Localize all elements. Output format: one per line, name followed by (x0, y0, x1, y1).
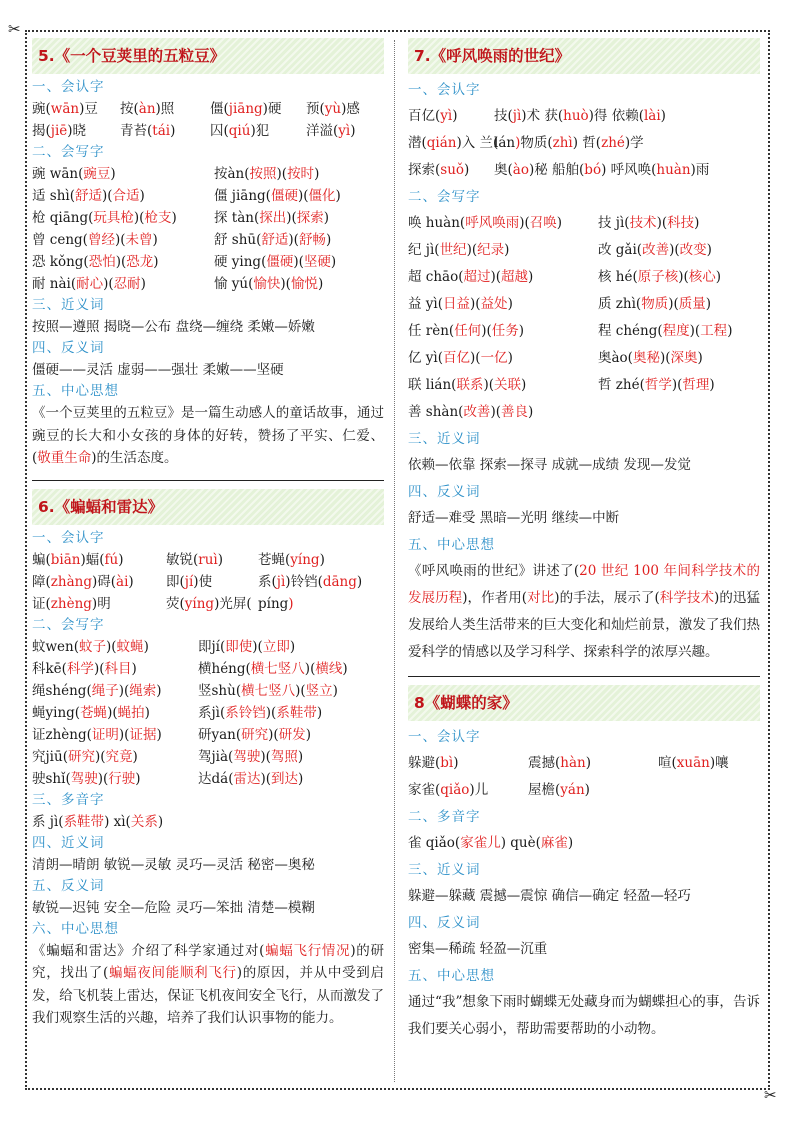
lesson-8 (408, 685, 760, 1043)
section-heading: 三、近义词 (408, 431, 481, 447)
section-heading: 五、中心思想 (408, 537, 495, 553)
character-row-cell: 蝙(biān)蝠(fú) (32, 551, 124, 568)
character-row (408, 750, 760, 777)
character-row-cell (658, 777, 760, 804)
writing-row-cell: 任 rèn(任何)(任务) (408, 323, 525, 339)
writing-row (32, 251, 384, 273)
character-row-cell: píng) (258, 595, 294, 612)
lesson-title: 8《蝴蝶的家》 (408, 685, 760, 721)
character-row-cell: 震撼(hàn) (528, 755, 592, 771)
character-row-cell: 奥(ào)秘 船舶(bó) 呼风唤(huàn)雨 (494, 162, 710, 178)
writing-row-cell: 哲 zhé(哲学)(哲理) (598, 377, 715, 393)
character-row-cell: 敏锐(ruì) (166, 551, 224, 568)
writing-row-cell: 超 chāo(超过)(超越) (408, 269, 534, 285)
writing-row-cell: 研yan(研究)(研发) (198, 726, 311, 743)
antonyms: 僵硬——灵活 虚弱——强壮 柔嫩——坚硬 (32, 362, 284, 378)
scissors-icon: ✂ (764, 1086, 777, 1104)
character-row-cell: 障(zhàng)碍(ài) (32, 573, 134, 590)
section-heading: 三、多音字 (32, 791, 105, 808)
writing-row-cell (598, 399, 760, 426)
character-row (32, 571, 384, 593)
writing-row-cell: 耐 nài(耐心)(忍耐) (32, 276, 146, 292)
writing-row-cell: 奥ào(奥秘)(深奥) (598, 350, 703, 366)
writing-row (32, 163, 384, 185)
writing-row (408, 264, 760, 291)
writing-row (32, 724, 384, 746)
character-row-cell: lán)物质(zhì) 哲(zhé)学 (494, 135, 644, 151)
writing-row-cell: 横héng(横七竖八)(横线) (198, 660, 348, 677)
writing-row-cell: 唤 huàn(呼风唤雨)(召唤) (408, 215, 563, 231)
character-row-cell: 家雀(qiǎo)儿 (408, 782, 489, 798)
writing-row-cell: 纪 jì(世纪)(纪录) (408, 242, 510, 258)
writing-row (32, 680, 384, 702)
synonyms: 躲避—躲藏 震撼—震惊 确信—确定 轻盈—轻巧 (408, 888, 691, 904)
writing-row-cell: 豌 wān(豌豆) (32, 166, 116, 182)
writing-row (32, 658, 384, 680)
writing-row-cell: 愉 yú(愉快)(愉悦) (214, 276, 324, 292)
antonyms: 舒适—难受 黑暗—光明 继续—中断 (408, 510, 620, 526)
writing-row-cell: 系jì(系铃铛)(系鞋带) (198, 704, 323, 721)
writing-row-cell: 驶shǐ(驾驶)(行驶) (32, 770, 141, 787)
writing-row-cell: 改 gǎi(改善)(改变) (598, 242, 712, 258)
character-row (32, 593, 384, 615)
writing-row-cell: 按àn(按照)(按时) (214, 166, 320, 182)
writing-row-cell: 探 tàn(探出)(探索) (214, 210, 330, 226)
writing-row-cell: 适 shì(舒适)(合适) (32, 188, 145, 204)
writing-row (32, 185, 384, 207)
section-heading: 一、会认字 (408, 729, 481, 745)
writing-row-cell: 核 hé(原子核)(核心) (598, 269, 722, 285)
writing-row-cell: 绳shéng(绳子)(绳索) (32, 682, 162, 699)
section-heading: 四、反义词 (408, 915, 481, 931)
section-heading: 一、会认字 (32, 79, 105, 95)
polyphone: 系 jì( 系鞋带 ) xì( 关系 ) (32, 813, 164, 830)
main-idea: 《一个豆荚里的五粒豆》是一篇生动感人的童话故事，通过豌豆的长大和小女孩的身体的好转，赞扬了平实、仁爱、(敬重生命)的生活态度。 (32, 405, 384, 466)
section-heading: 四、反义词 (32, 340, 105, 356)
character-row (32, 120, 384, 142)
writing-row-cell: 僵 jiāng(僵硬)(僵化) (214, 188, 341, 204)
writing-row (32, 768, 384, 790)
section-heading: 五、反义词 (32, 877, 105, 894)
writing-row (408, 372, 760, 399)
character-row-cell: 系(jì)铃铛(dāng) (258, 573, 363, 590)
section-heading: 二、会写字 (32, 144, 105, 160)
lesson-title: 7.《呼风唤雨的世纪》 (408, 38, 760, 74)
writing-row-cell: 曾 ceng(曾经)(未曾) (32, 232, 158, 248)
writing-row-cell: 科kē(科学)(科目) (32, 660, 137, 677)
character-row-cell: 百亿(yì) (408, 108, 458, 124)
synonyms: 按照—遵照 揭晓—公布 盘绕—缠绕 柔嫩—娇嫩 (32, 319, 315, 335)
character-row (408, 103, 760, 130)
writing-row-cell: 达dá(雷达)(到达) (198, 770, 304, 787)
writing-row-cell: 亿 yì(百亿)(一亿) (408, 350, 513, 366)
writing-row-cell: 质 zhì(物质)(质量) (598, 296, 712, 312)
synonyms: 依赖—依靠 探索—探寻 成就—成绩 发现—发觉 (408, 457, 691, 473)
column-divider (394, 40, 395, 1082)
section-heading: 三、近义词 (32, 297, 105, 313)
character-row-cell: 按(àn)照 (120, 101, 175, 117)
writing-row (32, 636, 384, 658)
character-row-cell: 喧(xuān)嚷 (658, 755, 729, 771)
scissors-icon: ✂ (8, 20, 21, 38)
lesson-7 (408, 38, 760, 666)
writing-row-cell: 程 chéng(程度)(工程) (598, 323, 733, 339)
antonyms: 敏锐—迟钝 安全—危险 灵巧—笨拙 清楚—模糊 (32, 899, 315, 916)
section-heading: 二、会写字 (408, 189, 481, 205)
main-idea: 通过“我”想象下雨时蝴蝶无处藏身而为蝴蝶担心的事，告诉我们要关心弱小，帮助需要帮助的小动物。 (408, 994, 760, 1037)
right-column (408, 38, 760, 1043)
writing-row (32, 702, 384, 724)
writing-row-cell: 证zhèng(证明)(证据) (32, 726, 162, 743)
section-heading: 二、多音字 (408, 809, 481, 825)
writing-row (408, 318, 760, 345)
writing-row (408, 345, 760, 372)
antonyms: 密集—稀疏 轻盈—沉重 (408, 941, 548, 957)
writing-row-cell: 善 shàn(改善)(善良) (408, 404, 534, 420)
character-row-cell: 青苔(tái) (120, 123, 176, 139)
writing-row (32, 273, 384, 295)
main-idea: 《呼风唤雨的世纪》讲述了(20 世纪 100 年间科学技术的发展历程)，作者用(对比)的手法，展示了(科学技术)的迅猛发展给人类生活带来的巨大变化和灿烂前景，激发了我们热爱科学的情感以及学习科学、探索科学的浓厚兴趣。 (408, 563, 760, 660)
section-heading: 五、中心思想 (408, 968, 495, 984)
writing-row-cell: 联 lián(联系)(关联) (408, 377, 527, 393)
writing-row (32, 746, 384, 768)
character-row-cell: 躲避(bì) (408, 755, 459, 771)
character-row (408, 157, 760, 184)
section-separator (32, 480, 384, 481)
character-row-cell: 即(jí)使 (166, 573, 213, 590)
writing-row (408, 399, 760, 426)
writing-row-cell: 蚊wen(蚊子)(蚊蝇) (32, 638, 149, 655)
section-heading: 二、会写字 (32, 616, 105, 633)
character-row-cell: 豌(wān)豆 (32, 101, 98, 117)
character-row-cell: 屋檐(yán) (528, 782, 590, 798)
section-heading: 四、近义词 (32, 834, 105, 851)
lesson-title: 5.《一个豆荚里的五粒豆》 (32, 38, 384, 74)
character-row-cell: 苍蝇(yíng) (258, 551, 325, 568)
character-row (408, 130, 760, 157)
character-row-cell: 洋溢(yì) (306, 123, 356, 139)
character-row-cell: 揭(jiē)晓 (32, 123, 87, 139)
writing-row-cell: 驾jià(驾驶)(驾照) (198, 748, 304, 765)
character-row-cell: 荧(yíng)光屏( (166, 595, 252, 612)
lesson-title: 6.《蝙蝠和雷达》 (32, 489, 384, 525)
polyphone: 雀 qiǎo( 家雀儿 ) què( 麻雀 ) (408, 835, 574, 851)
section-separator (408, 676, 760, 677)
character-row-cell: 僵(jiāng)硬 (210, 101, 282, 117)
character-row-cell: 探索(suǒ) (408, 162, 470, 178)
section-heading: 六、中心思想 (32, 920, 119, 937)
left-column (32, 38, 384, 1030)
writing-row-cell: 硬 ying(僵硬)(坚硬) (214, 254, 337, 270)
section-heading: 一、会认字 (408, 82, 481, 98)
writing-row-cell: 蝇ying(苍蝇)(蝇拍) (32, 704, 150, 721)
character-row (32, 98, 384, 120)
writing-row-cell: 恐 kǒng(恐怕)(恐龙) (32, 254, 159, 270)
writing-row-cell: 竖shù(横七竖八)(竖立) (198, 682, 338, 699)
writing-row-cell: 即jí(即使)(立即) (198, 638, 296, 655)
writing-row-cell: 枪 qiāng(玩具枪)(枪支) (32, 210, 177, 226)
section-heading: 一、会认字 (32, 529, 105, 546)
writing-row (408, 237, 760, 264)
writing-row (408, 210, 760, 237)
lesson-6 (32, 489, 384, 1030)
synonyms: 清朗—晴朗 敏锐—灵敏 灵巧—灵活 秘密—奥秘 (32, 856, 315, 873)
character-row (408, 777, 760, 804)
section-heading: 四、反义词 (408, 484, 481, 500)
writing-row-cell: 益 yì(日益)(益处) (408, 296, 513, 312)
writing-row (32, 207, 384, 229)
section-heading: 五、中心思想 (32, 383, 119, 399)
character-row-cell: 技(jì)术 获(huò)得 依赖(lài) (494, 108, 666, 124)
character-row-cell: 预(yù)感 (306, 101, 360, 117)
character-row (32, 549, 384, 571)
writing-row (408, 291, 760, 318)
character-row-cell: 囚(qiú)犯 (210, 123, 270, 139)
main-idea: 《蝙蝠和雷达》介绍了科学家通过对(蝙蝠飞行情况)的研究，找出了(蝙蝠夜间能顺利飞行)的原因，并从中受到启发，给飞机装上雷达，保证飞机夜间安全飞行，从而激发了我们观察生活的兴趣，培养了我们认识事物的能力。 (32, 942, 384, 1026)
writing-row-cell: 技 jì(技术)(科技) (598, 215, 700, 231)
character-row-cell: 潜(qián)入 兰( (408, 135, 499, 151)
writing-row-cell: 舒 shū(舒适)(舒畅) (214, 232, 332, 248)
writing-row-cell: 究jiū(研究)(究竟) (32, 748, 138, 765)
writing-row (32, 229, 384, 251)
section-heading: 三、近义词 (408, 862, 481, 878)
character-row-cell: 证(zhèng)明 (32, 595, 111, 612)
lesson-5 (32, 38, 384, 470)
